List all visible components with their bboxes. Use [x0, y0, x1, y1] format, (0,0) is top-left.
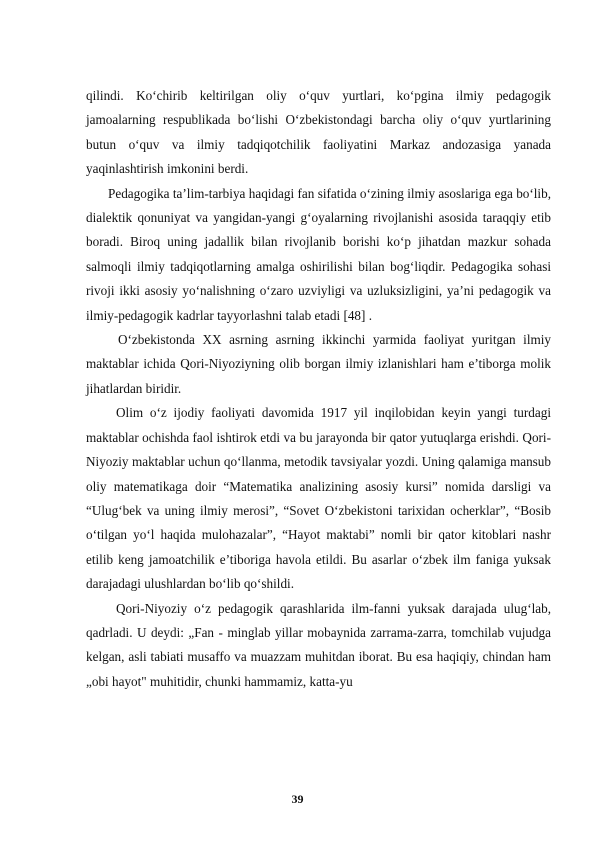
paragraph-4: Olim o‘z ijodiy faoliyati davomida 1917 yil inqilobidan keyin yangi turdagi maktablar ochishda faol ishtirok etdi va bu jarayonda bir qator yutuqlarga erishdi. Qori-Niyoziy maktablar uchun qo‘llanma, metodik tavsiyalar yozdi. Uning qalamiga mansub oliy matematikaga doir “Matematika analizining asosiy kursi” nomida darsligi va “Ulug‘bek va uning ilmiy merosi”, “Sovet O‘zbekistoni tarixidan ocherklar”, “Bosib o‘tilgan yo‘l haqida mulohazalar”, “Hayot maktabi” nomli bir qator kitoblari nashr etilib keng jamoatchilik e’tiboriga havola etildi. Bu asarlar o‘zbek ilm faniga yuksak darajadagi ulushlardan bo‘lib qo‘shildi. — [86, 405, 551, 592]
paragraph-2: Pedagogika ta’lim-tarbiya haqidagi fan sifatida o‘zining ilmiy asoslariga ega bo‘lib, dialektik qonuniyat va yangidan-yangi g‘oyalarning rivojlanishi asosida taraqqiy etib boradi. Biroq uning jadallik bilan rivojlanib borishi ko‘p jihatdan mazkur sohada salmoqli ilmiy tadqiqotlarning amalga oshirilishi bilan bog‘liqdir. Pedagogika sohasi rivoji ikki asosiy yo‘nalishning o‘zaro uzviyligi va uzluksizligini, ya’ni pedagogik va ilmiy-pedagogik kadrlar tayyorlashni talab etadi [48] . — [86, 185, 551, 323]
paragraph-1: qilindi. Ko‘chirib keltirilgan oliy o‘quv yurtlari, ko‘pgina ilmiy pedagogik jamoalarning respublikada bo‘lishi O‘zbekistondagi barcha oliy o‘quv yurtlarining butun o‘quv va ilmiy tadqiqotchilik faoliyatini Markaz andozasiga yanada yaqinlashtirish imkonini berdi. — [86, 88, 551, 177]
paragraph-5: Qori-Niyoziy o‘z pedagogik qarashlarida ilm-fanni yuksak darajada ulug‘lab, qadrladi. U deydi: „Fan - minglab yillar mobaynida zarrama-zarra, tomchilab vujudga kelgan, asli tabiati musaffo va muazzam muhitdan iborat. Bu esa haqiqiy, chindan ham „obi hayot" muhitidir, chunki hammamiz, katta-yu — [86, 600, 551, 689]
paragraph-3: O‘zbekistonda XX asrning asrning ikkinchi yarmida faoliyat yuritgan ilmiy maktablar ichida Qori-Niyoziyning olib borgan ilmiy izlanishlari ham e’tiborga molik jihatlardan biridir. — [86, 332, 551, 396]
document-body — [86, 84, 551, 694]
page-number: 39 — [291, 792, 304, 806]
